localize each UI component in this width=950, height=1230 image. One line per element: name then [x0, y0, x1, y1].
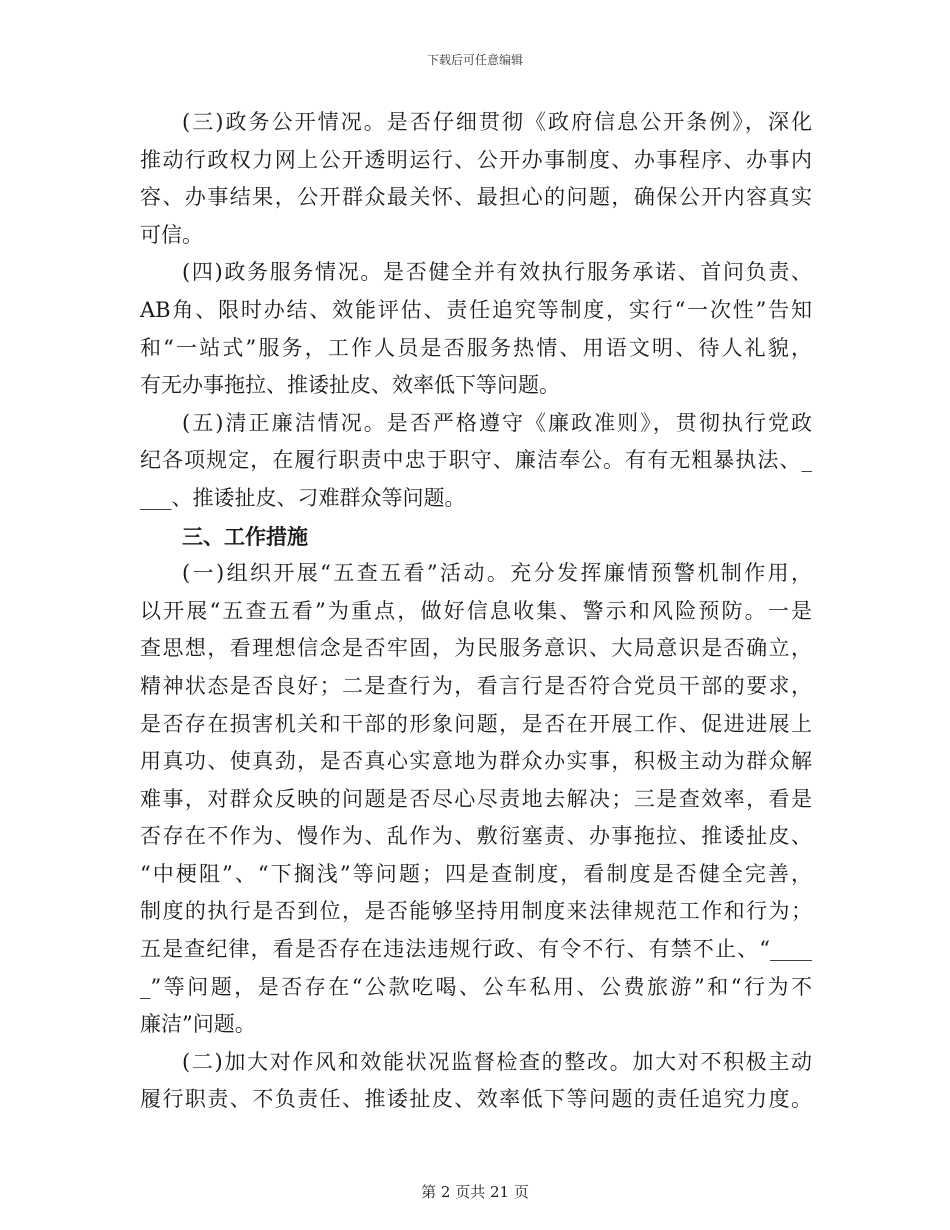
paragraph-line: 难事，对群众反映的问题是否尽心尽责地去解决；三是查效率，看是 [140, 786, 812, 811]
document-body [140, 104, 812, 1119]
paragraph-line: 以开展“五查五看”为重点，做好信息收集、警示和风险预防。一是 [140, 598, 812, 623]
paragraph-line: 可信。 [140, 222, 203, 247]
paragraph-line: (四)政务服务情况。是否健全并有效执行服务承诺、首问负责、 [182, 260, 812, 285]
paragraph-line: (一)组织开展“五查五看”活动。充分发挥廉情预警机制作用， [182, 561, 812, 586]
page-number: 第 2 页共 21 页 [421, 1183, 529, 1201]
paragraph-line: 五是查纪律，看是否存在违法违规行政、有令不行、有禁不止、“____ [140, 937, 812, 962]
paragraph-line: 有无办事拖拉、推诿扯皮、效率低下等问题。 [140, 373, 560, 398]
paragraph-line: (五)清正廉洁情况。是否严格遵守《廉政准则》，贯彻执行党政 [182, 410, 812, 435]
paragraph-line: 精神状态是否良好；二是查行为，看言行是否符合党员干部的要求， [140, 673, 812, 698]
paragraph-line: 用真功、使真劲，是否真心实意地为群众办实事，积极主动为群众解 [140, 749, 812, 774]
paragraph-line: 廉洁”问题。 [140, 1012, 256, 1037]
paragraph-line: 查思想，看理想信念是否牢固，为民服务意识、大局意识是否确立， [140, 636, 812, 661]
paragraph-line: “中梗阻”、“下搁浅”等问题；四是查制度，看制度是否健全完善， [140, 861, 812, 886]
paragraph-line: 否存在不作为、慢作为、乱作为、敷衍塞责、办事拖拉、推诿扯皮、 [140, 824, 812, 849]
paragraph-line: ___、推诿扯皮、刁难群众等问题。 [140, 485, 466, 510]
paragraph-line: 是否存在损害机关和干部的形象问题，是否在开展工作、促进进展上 [140, 711, 812, 736]
paragraph-line: 纪各项规定，在履行职责中忠于职守、廉洁奉公。有有无粗暴执法、_ [140, 448, 812, 473]
section-heading: 三、工作措施 [182, 523, 308, 549]
paragraph-line: 制度的执行是否到位，是否能够坚持用制度来法律规范工作和行为； [140, 899, 812, 924]
paragraph-line: AB角、限时办结、效能评估、责任追究等制度，实行“一次性”告知 [140, 297, 812, 322]
paragraph-line: 履行职责、不负责任、推诿扯皮、效率低下等问题的责任追究力度。 [140, 1087, 812, 1112]
paragraph-line: _”等问题，是否存在“公款吃喝、公车私用、公费旅游”和“行为不 [140, 974, 812, 999]
page-header: 下载后可任意编辑 [426, 53, 523, 67]
paragraph-line: (三)政务公开情况。是否仔细贯彻《政府信息公开条例》，深化 [182, 110, 812, 134]
paragraph-line: 容、办事结果，公开群众最关怀、最担心的问题，确保公开内容真实 [140, 185, 812, 210]
paragraph-line: (二)加大对作风和效能状况监督检查的整改。加大对不积极主动 [182, 1049, 812, 1074]
paragraph-line: 和“一站式”服务，工作人员是否服务热情、用语文明、待人礼貌， [140, 335, 812, 360]
paragraph-line: 推动行政权力网上公开透明运行、公开办事制度、办事程序、办事内 [140, 147, 812, 172]
